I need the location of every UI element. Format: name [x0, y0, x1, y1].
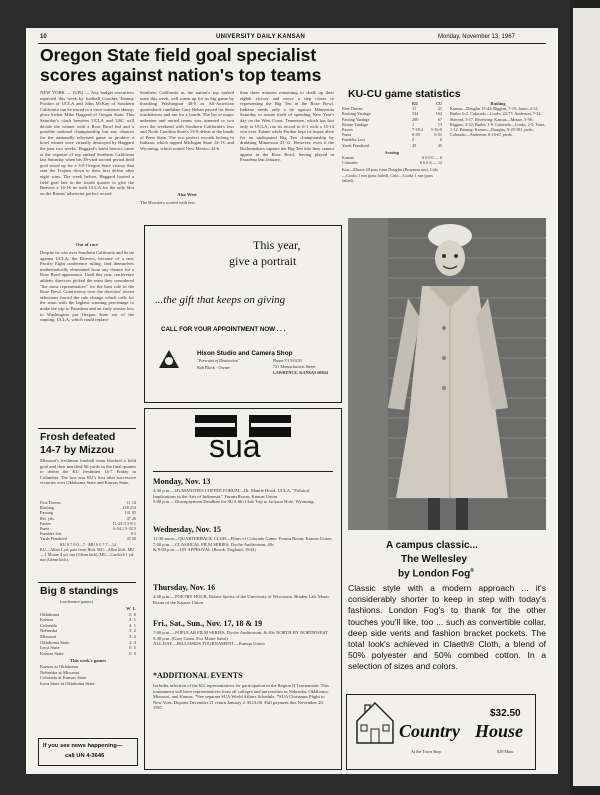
sua-event: 9:30 p.m. (Gary Grant, Eva Marie Saint) — [153, 635, 228, 641]
studio-owner: Bob Block · Owner — [197, 365, 230, 370]
stats-cell: 1 — [412, 121, 415, 127]
sua-additional-title: *ADDITIONAL EVENTS — [153, 671, 243, 680]
sua-day-title: Fri., Sat., Sun., Nov. 17, 18 & 19 — [153, 619, 263, 628]
big8-team: Oklahoma — [40, 611, 60, 617]
stats-col-ku: KU — [412, 101, 419, 106]
sua-event: 7:00 p.m.—CLASSICAL FILM SERIES, Dyche Auditorium, 40c — [153, 541, 275, 547]
store-address: 829 Mass. — [497, 749, 515, 754]
big8-losses: 1 — [133, 622, 136, 628]
story-column-2-subhead: Also West — [177, 192, 197, 197]
big8-wins: 3 — [129, 628, 132, 634]
london-fog-headline3 — [398, 568, 474, 579]
big8-losses: 3 — [133, 639, 136, 645]
stats-cell: 200 — [412, 116, 419, 122]
big8-losses: 2 — [133, 628, 136, 634]
london-fog-headline1: A campus classic... — [386, 540, 478, 551]
london-fog-brand: by London Fog — [398, 568, 471, 580]
frosh-headline2: 14-7 by Mizzou — [40, 444, 115, 456]
sua-additional-body: Includes selection of the KU representatives for participation in the Region II Tournament. This tournament will have representatives from all colleges and universities in Nebraska, Oklahoma, Missouri, and Kansas. *See separate SUA World Affairs Schedule. *SUA Christmas Flight to New York. Departs December 21 return January 2. $113.00. Full payment due November 20, 1967. — [153, 683, 329, 711]
frosh-stat-cell: 14 — [131, 500, 136, 505]
scoring-team: Colorado — [342, 160, 358, 166]
frosh-stat-cell: 5-32.5 — [125, 526, 136, 532]
frosh-stat-label: Passing — [40, 510, 53, 516]
frosh-stat-cell: 6-34.1 — [113, 526, 125, 532]
big8-col-w: W — [126, 606, 131, 611]
big8-table — [40, 606, 136, 686]
stats-cell: 0 — [439, 137, 442, 143]
sua-event: & 9:00 p.m.—ON APPROVAL (Brook, England, 1944) — [153, 547, 256, 553]
page-number: 10 — [40, 34, 47, 40]
stats-col-cu: CU — [435, 101, 442, 106]
studio-phone: Phone VI 3-0233 — [273, 358, 302, 363]
portrait-ad-cta: CALL FOR YOUR APPOINTMENT NOW . . . — [161, 326, 286, 333]
frosh-stat-cell: 3-8-1 — [126, 520, 136, 526]
frosh-stat-label: Yards Penalized — [40, 536, 67, 542]
big8-wins: 3 — [129, 633, 132, 639]
scoring-line: 0 0 0 0 — 0 — [422, 155, 442, 161]
big8-games-title: This week's games — [69, 658, 107, 664]
stats-cell: 6-39 — [412, 132, 420, 138]
stats-table — [342, 101, 442, 183]
stats-row-label: Yards Penalized — [342, 142, 369, 148]
frosh-stat-cell: 85 — [131, 510, 136, 516]
stats-row-label: Rushing Yardage — [342, 111, 371, 117]
story-column-1b: Despite its win over Southern California and its tie against UCLA, the Beavers, because of a new Pacific Eight conference ruling, find themselves mathematically eliminated from any chance for a Rose Bowl appearance. Until this year, conference athletic directors picked the team they considered "the most representative" for the host role in the Rose Bowl. Controversy over the directors' recent selections forced the rule change which calls for the team with the highest winning percentage to make the trip to Pasadena and an early season loss to Washington put Oregon State out of the running. UCLA, which could replace — [40, 250, 134, 323]
frosh-stat-label: Ret. yds. — [40, 515, 55, 521]
frosh-stat-label: Passes — [40, 520, 51, 526]
sua-day-title: Thursday, Nov. 16 — [153, 583, 216, 592]
frosh-stat-cell: 131 — [124, 510, 131, 516]
sua-event: 5:00 p.m.—Downpayment Deadline for SUA Ski Club Trip to Jackson Hole, Wyoming. — [153, 499, 315, 505]
london-fog-photo — [348, 218, 546, 530]
big8-team: Colorado — [40, 622, 58, 628]
stats-cell: 5-16-0 — [430, 127, 442, 133]
frosh-stat-label: Fumbles lost — [40, 531, 62, 537]
stats-cell: 164 — [435, 111, 442, 117]
sua-day-items — [153, 594, 333, 605]
big8-game: Kansas at Oklahoma — [40, 663, 79, 669]
sua-event: ALL DAY—BILLIARDS TOURNAMENT—Kansas Union — [153, 641, 265, 647]
big8-wins: 4 — [129, 622, 132, 628]
big8-game: Nebraska at Missouri — [40, 669, 80, 675]
big8-team: Kansas State — [40, 650, 64, 656]
big8-wins: 0 — [129, 645, 132, 651]
big8-subtitle: (conference games) — [60, 599, 93, 604]
big8-game: Colorado at Kansas State — [40, 675, 87, 681]
sua-event: 4:30 p.m.—POETRY HOUR, Robert Speiss of the University of Wisconsin. Braden Lab. Music Room of the Kansas Union — [153, 594, 330, 605]
sua-event: 12:30 noon—QUARTERBACK CLUB—Films of Colorado Game. Forum Room, Kansas Union. — [153, 536, 333, 541]
london-fog-price: $32.50 — [490, 708, 521, 719]
issue-date: Monday, November 13, 1967 — [438, 34, 515, 40]
newspaper-page — [26, 28, 558, 774]
frosh-stat-cell: 3 — [133, 531, 136, 537]
studio-tagline: "Portraits of Distinction" — [197, 358, 240, 363]
frosh-stat-cell: 214 — [129, 505, 136, 511]
big8-game: Iowa State at Oklahoma State — [40, 680, 95, 686]
stats-cell: 7-18-2 — [412, 127, 424, 133]
frosh-top-rule — [38, 428, 136, 429]
masthead-rule — [38, 43, 546, 44]
store-sub: At the Town Shop — [411, 749, 442, 754]
frosh-stats-table — [40, 500, 136, 563]
country-house-ad — [346, 694, 536, 770]
individual-title: Rushing — [490, 101, 506, 106]
frosh-stat-cell: 128 — [122, 505, 129, 511]
big8-wins: 2 — [129, 639, 132, 645]
studio-name: Hixon Studio and Camera Shop — [197, 350, 293, 357]
individual-stats — [450, 101, 546, 211]
frosh-stat-label: Punts — [40, 526, 50, 532]
scoring-team: Kansas — [342, 155, 355, 161]
big8-losses: 2 — [133, 633, 136, 639]
stats-row-label: Passing Yardage — [342, 116, 370, 122]
frosh-stat-cell: 50 — [131, 536, 136, 542]
sua-logo-text: sua — [209, 428, 261, 464]
news-tip-line2: call UN 4-3646 — [65, 753, 105, 759]
big8-losses: 5 — [133, 645, 136, 651]
main-headline-line2: scores against nation's top teams — [40, 65, 322, 85]
adjacent-page — [573, 8, 600, 786]
story-column-1: NEW YORK — (UPI) — Any budget executives expected this week by football Coaches Tommy Prothro of UCLA and John McKay of Southern California can be traced to a once-common skinny, place kicker Mike Haggard of Oregon State. This Saturday's clash between UCLA and USC will decide the winner with a Rose Bowl bid and a possible national championship but any chances for the nationally televised game to produce a bowl winner were virtually destroyed by Haggard the past two weeks. Haggard's latest heroics came at the expense of top ranked Southern California last Saturday when his 38-yard second period field goal stood up for a 3-0 Oregon State victory that sent the Trojans down to their first defeat after eight wins. The week before, Haggard booted a field goal late in the fourth quarter to give the Beavers a 16-16 tie with UCLA for the only blot on the Bruins' otherwise perfect record. — [40, 90, 134, 196]
big8-col-l: L — [132, 606, 136, 611]
big8-top-rule — [38, 582, 136, 583]
story-column-2: Southern California as the nation's top ranked team this week, will warm up for its big game by thrashing Washington 48-0 as All-American quarterback candidate Gary Beban passed for three touchdowns and ran for a fourth. The list of major unbeaten and untied teams was trimmed to two over the weekend with Southern California's loss and North Carolina State's 13-8 defeat at the hands of Penn State. The two perfect records belong to Indiana, which nipped Michigan State 14-13, and Wyoming, which routed New Mexico 42-6. — [140, 90, 234, 151]
big8-wins: 5 — [129, 611, 132, 617]
sua-event: 7:00 p.m.—POPULAR FILM SERIES, Dyche Auditorium, & 40c NORTH BY NORTHWEST — [153, 630, 329, 635]
stats-title: KU-CU game statistics — [348, 88, 461, 100]
studio-city: LAWRENCE, KANSAS 66044 — [273, 370, 328, 375]
story-column-2b: The Hoosiers scored with less — [140, 200, 196, 205]
stats-cell: 6-31 — [434, 132, 442, 138]
frosh-stat-cell: 11-23-3 — [112, 520, 126, 526]
big8-losses: 1 — [133, 617, 136, 623]
frosh-stat-cell: 47 — [126, 515, 131, 521]
individual-body: Kansas—Douglas 15-42; Riggins, 7-19; Jones, 4-12; Butler, 6-2. Colorado—Cooks, 22-77; Anderson, 7-32; Sherrod, 5-17. Receiving: Kansas—Mouse, 3-58; Riggins, 2-22; Butler, 1-9. Colorado—Cooks, 2-5; Forte, 1-12. Passing: Kansas—Douglas, 9-25-381 yards. Colorado—Anderson, 8-16-67 yards. — [450, 106, 546, 138]
stats-row-label: Punts — [342, 132, 352, 138]
scoring-line: 0 6 0 6 — 12 — [420, 160, 442, 166]
camera-logo-icon — [157, 346, 181, 370]
big8-team: Nebraska — [40, 628, 58, 634]
sua-day-title: Wednesday, Nov. 15 — [153, 525, 222, 534]
london-fog-headline2: The Wellesley — [401, 554, 467, 565]
portrait-ad — [144, 225, 342, 403]
scoring-plays: Kan—Mouse 20 pass from Douglas (Bowman run). Colo—Cooks 1 run (pass failed). Colo—Cooks 1 run (pass failed). — [342, 167, 439, 183]
stats-row-label: Return Yardage — [342, 121, 369, 127]
news-tip-line1: If you see news happening— — [43, 743, 123, 749]
stats-cell: 2 — [412, 137, 415, 143]
stats-cell: 134 — [412, 111, 419, 117]
stats-cell: 45 — [412, 142, 417, 148]
sua-day-title: Monday, Nov. 13 — [153, 477, 211, 486]
sua-day-items — [153, 630, 333, 647]
studio-address: 721 Massachusetts Street — [273, 364, 316, 369]
sua-event: 4:30 p.m.—HUMANITIES COFFEE FORUM—Dr. Mantle Hood, UCLA, "Political Implications in the Arts of Indonesia." Forum Room, Kansas Union — [153, 488, 310, 499]
scoring-title: Scoring — [385, 149, 399, 155]
stats-row-label: Passes — [342, 127, 353, 133]
london-fog-body: Classic style with a modern approach ... it's considerably shorter to keep in step with today's fashions. London Fog's to thank for the other touches you'll like, too ... such as convertible collar, deep side vents and fashion bracket pockets. The total look's achieved in Claeth® Cloth, a blend of 50% polyester and 50% combed cotton. In a selection of sizes and colors. — [348, 583, 546, 672]
frosh-headline1: Frosh defeated — [40, 431, 116, 443]
stats-cell: 21 — [437, 106, 442, 112]
stats-cell: 45 — [437, 142, 442, 148]
big8-wins: 0 — [129, 650, 132, 656]
stats-cell: 13 — [437, 121, 442, 127]
frosh-stat-cell: 45 — [126, 536, 131, 542]
big8-team: Iowa State — [40, 645, 60, 651]
paper-name: UNIVERSITY DAILY KANSAN — [216, 34, 306, 40]
registered-mark: ® — [470, 568, 474, 574]
frosh-body: Missouri's freshman football team blocked a field goal and then marched 96 yards in the final quarter to defeat the KU freshmen 14-7 Friday in Columbia. The loss was KU's first after successive victories over Oklahoma State and Kansas State. — [40, 458, 136, 486]
woman-in-coat-image — [348, 218, 546, 530]
big8-team: Kansas — [40, 617, 54, 623]
portrait-ad-line2: give a portrait — [229, 254, 297, 268]
story-column-3: than three minutes remaining to chalk up their eighth victory and move a step closer to representing the Big Ten in the Rose Bowl. Indiana needs only a tie against Minnesota Saturday to assure itself of spending New Year's day on the West Coast. Tennessee, which has lost only to UCLA, ran its record to 6-1 with a 35-14 win over Tulane while Purdue kept its hopes alive for an undisputed Big Ten championship by drubbing Minnesota 41-12. However, even if the Boilermakers capture the Big Ten title they cannot appear in the Rose Bowl, having played in Pasadena last January. — [240, 90, 334, 163]
sua-day-items — [153, 536, 333, 553]
sua-day-items — [153, 488, 333, 505]
frosh-stat-label: Rushing — [40, 505, 54, 511]
big8-losses: 5 — [133, 650, 136, 656]
story-subhead: Out of race — [75, 242, 99, 247]
big8-title: Big 8 standings — [40, 585, 119, 597]
frosh-stat-label: First Downs — [40, 500, 61, 505]
store-name-house: House — [475, 721, 524, 741]
stats-row-label: First Downs — [342, 106, 363, 112]
portrait-ad-line1: This year, — [253, 238, 301, 252]
sua-logo-rule — [153, 471, 333, 472]
frosh-plays: KU—Allen 1 yd. pass from Holt. MU—Allen kick. MU—J. Moore 4 yd. run (Glenn kick). MU—Cardoch 1 yd. run (Glenn kick). — [40, 546, 135, 563]
house-icon — [353, 699, 397, 745]
sua-ad — [144, 408, 342, 770]
frosh-stat-cell: 0 — [130, 531, 133, 537]
stats-cell: 67 — [437, 116, 442, 122]
main-headline-line1: Oregon State field goal specialist — [40, 45, 317, 65]
big8-wins: 4 — [129, 617, 132, 623]
big8-team: Oklahoma State — [40, 639, 70, 645]
frosh-stat-cell: 26 — [131, 515, 136, 521]
big8-losses: 0 — [133, 611, 136, 617]
frosh-stat-cell: 11 — [126, 500, 131, 505]
stats-row-label: Fumbles Lost — [342, 137, 365, 143]
big8-team: Missouri — [40, 633, 57, 639]
portrait-ad-tagline: ...the gift that keeps on giving — [155, 294, 286, 306]
frosh-scoring: KU 0 7 0 0—7 · MU 0 0 7 7—14 — [59, 541, 117, 547]
store-name-country: Country — [399, 721, 461, 741]
stats-cell: 11 — [412, 106, 417, 112]
news-tip-box — [38, 738, 138, 766]
